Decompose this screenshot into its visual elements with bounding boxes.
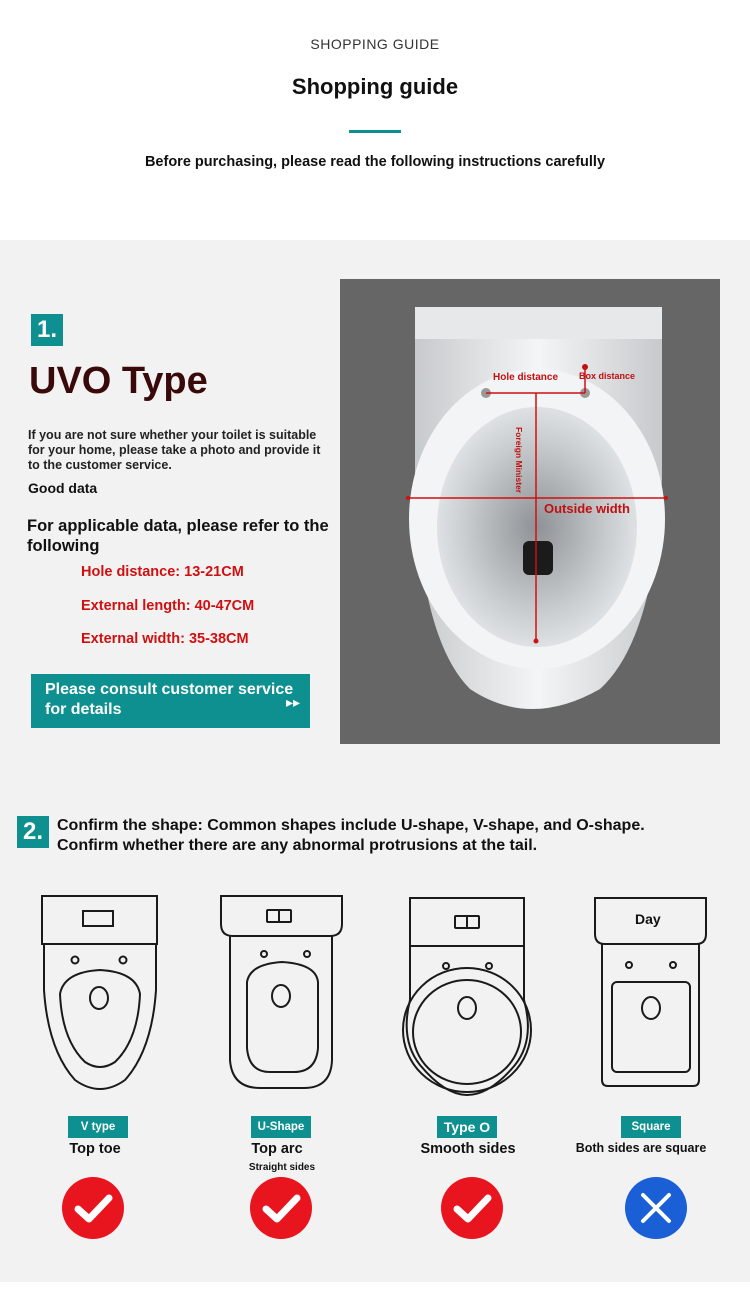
page-title: Shopping guide — [291, 74, 459, 99]
box-distance-label: Box distance — [579, 371, 636, 381]
page-header — [0, 0, 750, 240]
spec-hole-distance: Hole distance: 13-21CM — [81, 564, 244, 580]
check-icon — [441, 1177, 503, 1239]
outside-width-label: Outside width — [544, 501, 630, 516]
spec-external-length: External length: 40-47CM — [81, 598, 255, 614]
step-1-badge: 1. — [31, 314, 63, 346]
check-icon — [250, 1177, 312, 1239]
hole-distance-label: Hole distance — [493, 372, 559, 383]
label-both-sides-square: Both sides are square — [575, 1141, 707, 1155]
tag-square: Square — [621, 1116, 681, 1138]
spec-external-width: External width: 35-38CM — [81, 631, 249, 647]
title-divider — [349, 130, 401, 133]
label-top-toe: Top toe — [69, 1141, 121, 1157]
square-tank-label: Day — [635, 911, 661, 927]
label-straight-sides: Straight sides — [248, 1162, 316, 1173]
section-1-title: UVO Type — [29, 360, 208, 402]
double-arrow-icon: ▸▸ — [285, 694, 300, 710]
consult-service-button[interactable] — [31, 674, 310, 728]
eyebrow-text: SHOPPING GUIDE — [310, 36, 440, 52]
section-1-note: If you are not sure whether your toilet is suitable for your home, please take a photo and provide it to the customer service. — [28, 428, 321, 472]
tag-type-o: Type O — [437, 1116, 497, 1138]
check-icon — [62, 1177, 124, 1239]
o-shape-toilet-icon — [403, 898, 531, 1095]
toilet-shapes-illustration — [0, 890, 750, 1100]
cross-icon — [625, 1177, 687, 1239]
section-2-text: Confirm the shape: Common shapes include U-shape, V-shape, and O-shape. Confirm whether there are any abnormal protrusions at the tail. — [57, 817, 645, 854]
foreign-minister-label: Foreign Minister — [514, 427, 524, 494]
u-shape-toilet-icon — [221, 896, 342, 1088]
tag-v-type: V type — [68, 1116, 128, 1138]
v-shape-toilet-icon — [42, 896, 157, 1089]
good-data-label: Good data — [28, 480, 98, 496]
tag-u-shape: U-Shape — [251, 1116, 311, 1138]
step-2-badge: 2. — [17, 816, 49, 848]
toilet-measurement-photo — [340, 279, 720, 744]
label-top-arc: Top arc — [251, 1141, 303, 1157]
label-smooth-sides: Smooth sides — [420, 1141, 516, 1157]
consult-button-label: Please consult customer service for details — [45, 681, 294, 718]
refer-text: For applicable data, please refer to the following — [27, 517, 329, 555]
page-subtitle: Before purchasing, please read the following instructions carefully — [144, 154, 606, 170]
